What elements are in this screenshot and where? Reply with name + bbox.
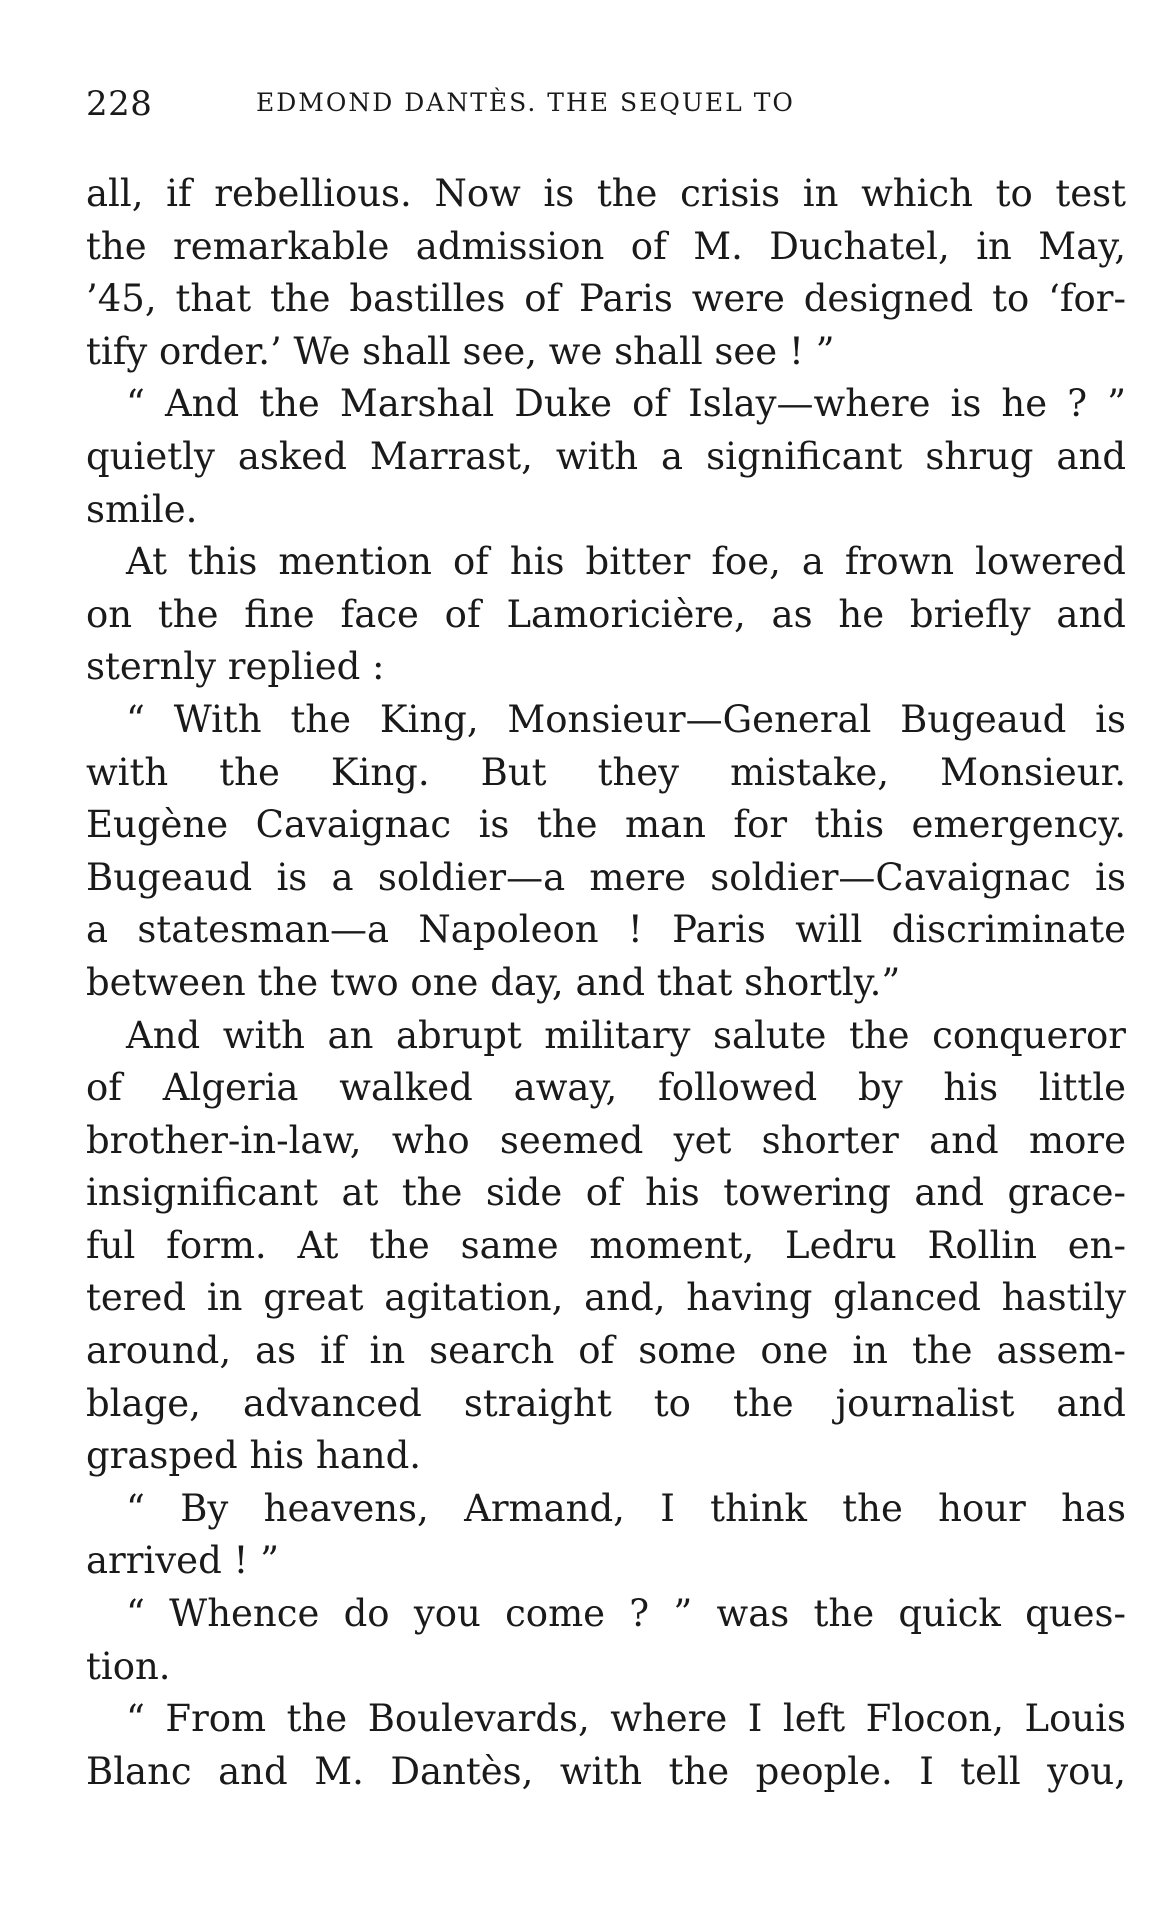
text-line: tify order.’ We shall see, we shall see ! ”	[86, 329, 835, 373]
text-line: And with an abrupt military salute the conqueror	[126, 1013, 1126, 1057]
text-line: Eugène Cavaignac is the man for this emergency.	[86, 803, 1126, 847]
text-line: with the King. But they mistake, Monsieur.	[86, 750, 1126, 794]
text-line: insignificant at the side of his towering and grace-	[86, 1171, 1126, 1215]
text-line: of Algeria walked away, followed by his little	[86, 1066, 1126, 1110]
text-line: ful form. At the same moment, Ledru Rollin en-	[86, 1223, 1126, 1267]
text-line: quietly asked Marrast, with a significant shrug and	[86, 434, 1126, 478]
text-line: smile.	[86, 487, 198, 531]
text-line: “ From the Boulevards, where I left Flocon, Louis	[126, 1697, 1126, 1741]
text-line: blage, advanced straight to the journalist and	[86, 1381, 1126, 1425]
text-line: “ And the Marshal Duke of Islay—where is he ? ”	[126, 382, 1126, 426]
body-text	[86, 168, 1126, 1798]
text-line: grasped his hand.	[86, 1434, 422, 1478]
text-line: Bugeaud is a soldier—a mere soldier—Cavaignac is	[86, 855, 1126, 899]
text-line: “ With the King, Monsieur—General Bugeaud is	[126, 697, 1126, 741]
text-line: a statesman—a Napoleon ! Paris will discriminate	[86, 908, 1126, 952]
page-number: 228	[86, 84, 153, 124]
text-line: between the two one day, and that shortly.”	[86, 960, 901, 1004]
text-line: tered in great agitation, and, having glanced hastily	[86, 1276, 1126, 1320]
text-line: arrived ! ”	[86, 1539, 280, 1583]
text-line: Blanc and M. Dantès, with the people. I tell you,	[86, 1749, 1126, 1793]
running-head	[86, 80, 1006, 130]
text-line: “ Whence do you come ? ” was the quick ques-	[126, 1592, 1126, 1636]
text-line: on the fine face of Lamoricière, as he briefly and	[86, 592, 1126, 636]
text-line: all, if rebellious. Now is the crisis in which to test	[86, 172, 1126, 215]
text-line: At this mention of his bitter foe, a frown lowered	[126, 540, 1126, 584]
text-line: brother-in-law, who seemed yet shorter and more	[86, 1118, 1126, 1162]
text-line: the remarkable admission of M. Duchatel, in May,	[86, 224, 1126, 268]
text-line: tion.	[86, 1644, 171, 1688]
text-line: “ By heavens, Armand, I think the hour has	[126, 1486, 1126, 1530]
text-line: ’45, that the bastilles of Paris were designed to ‘for-	[86, 277, 1126, 321]
text-line: around, as if in search of some one in the assem-	[86, 1329, 1126, 1373]
text-line: sternly replied :	[86, 645, 385, 689]
running-title: EDMOND DANTÈS. THE SEQUEL TO	[256, 88, 795, 117]
